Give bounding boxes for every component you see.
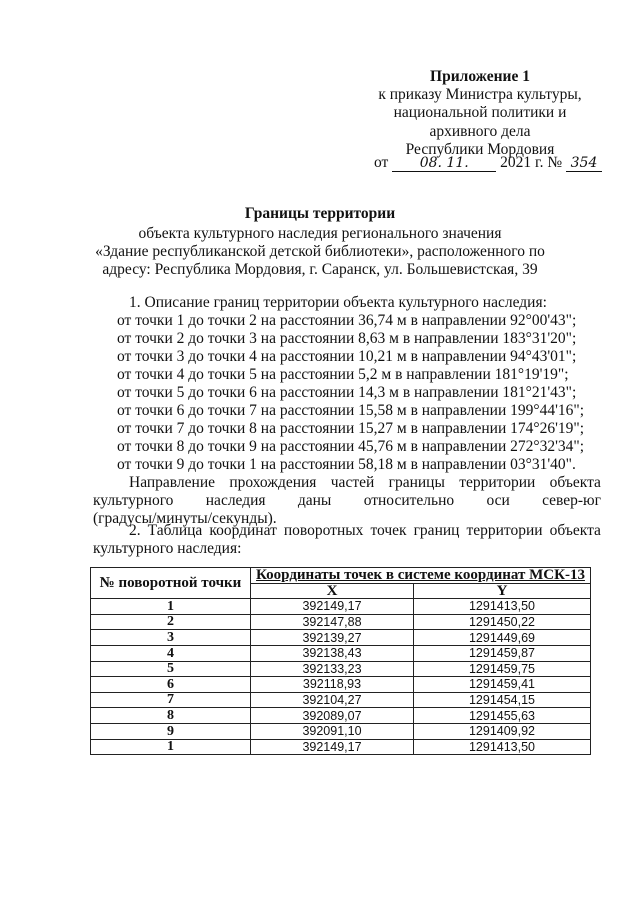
document-title: Границы территории — [244, 205, 396, 222]
point-number: 4 — [91, 645, 251, 661]
boundary-line: от точки 7 до точки 8 на расстоянии 15,27 м в направлении 174°26'19"; — [117, 420, 585, 437]
boundary-line: от точки 6 до точки 7 на расстоянии 15,58 м в направлении 199°44'16"; — [117, 402, 585, 419]
header-y: Y — [414, 583, 591, 599]
coord-y: 1291459,87 — [414, 645, 591, 661]
coord-x: 392104,27 — [251, 692, 414, 708]
coord-y: 1291413,50 — [414, 599, 591, 615]
coord-x: 392139,27 — [251, 630, 414, 646]
word: даны — [297, 492, 332, 509]
point-number: 6 — [91, 677, 251, 693]
point-number: 9 — [91, 723, 251, 739]
word: границы — [388, 474, 445, 491]
direction-line: (градусы/минуты/секунды). — [93, 510, 277, 527]
point-number: 1 — [91, 739, 251, 755]
header-x: X — [251, 583, 414, 599]
boundary-line: от точки 2 до точки 3 на расстоянии 8,63 м в направлении 183°31'20"; — [117, 330, 577, 347]
heading-line: объекта культурного наследия регионального значения — [138, 225, 502, 242]
table-row — [91, 677, 591, 693]
header-point-number: № поворотной точки — [91, 568, 251, 599]
order-date-line — [374, 154, 602, 172]
word: точек — [370, 522, 407, 539]
word: Направление — [129, 474, 215, 491]
coordinates-table — [90, 567, 591, 755]
coord-y: 1291449,69 — [414, 630, 591, 646]
word: объекта — [549, 522, 601, 539]
coord-x: 392091,10 — [251, 723, 414, 739]
table-row — [91, 614, 591, 630]
word: объекта — [549, 474, 601, 491]
word: территории — [466, 522, 543, 539]
word: территории — [459, 474, 536, 491]
section1-title: 1. Описание границ территории объекта культурного наследия: — [129, 294, 547, 311]
word: относительно — [363, 492, 455, 509]
coord-x: 392089,07 — [251, 708, 414, 724]
boundary-line: от точки 3 до точки 4 на расстоянии 10,21 м в направлении 94°43'01"; — [117, 348, 577, 365]
word: частей — [330, 474, 375, 491]
heading-line: «Здание республиканской детской библиотеки», расположенного по — [95, 243, 545, 260]
table-row — [91, 739, 591, 755]
coord-x: 392149,17 — [251, 739, 414, 755]
direction-line — [129, 474, 601, 492]
boundary-line: от точки 1 до точки 2 на расстоянии 36,74 м в направлении 92°00'43"; — [117, 312, 577, 329]
table-row — [91, 630, 591, 646]
coord-x: 392147,88 — [251, 614, 414, 630]
boundary-line: от точки 5 до точки 6 на расстоянии 14,3 м в направлении 181°21'43"; — [117, 384, 577, 401]
appendix-line: к приказу Министра культуры, — [378, 86, 582, 104]
appendix-line: архивного дела — [429, 122, 531, 140]
table-row — [91, 645, 591, 661]
table-row — [91, 661, 591, 677]
point-number: 7 — [91, 692, 251, 708]
boundary-line: от точки 8 до точки 9 на расстоянии 45,76 м в направлении 272°32'34"; — [117, 438, 585, 455]
coord-x: 392118,93 — [251, 677, 414, 693]
word: координат — [209, 522, 277, 539]
handwritten-date: 08. 11. — [392, 155, 496, 172]
word: 2. — [129, 522, 141, 539]
boundary-line: от точки 4 до точки 5 на расстоянии 5,2 м в направлении 181°19'19"; — [117, 366, 569, 383]
table-row — [91, 692, 591, 708]
table-row — [91, 723, 591, 739]
coord-x: 392149,17 — [251, 599, 414, 615]
word: оси — [486, 492, 510, 509]
point-number: 8 — [91, 708, 251, 724]
word: границ — [413, 522, 460, 539]
coord-y: 1291413,50 — [414, 739, 591, 755]
handwritten-order-number: 354 — [566, 155, 602, 172]
coord-y: 1291409,92 — [414, 723, 591, 739]
word: прохождения — [229, 474, 317, 491]
word: наследия — [205, 492, 266, 509]
coord-x: 392138,43 — [251, 645, 414, 661]
appendix-line: Республики Мордовия — [405, 140, 555, 158]
coord-y: 1291459,41 — [414, 677, 591, 693]
table-row — [91, 599, 591, 615]
word: Таблица — [147, 522, 203, 539]
point-number: 3 — [91, 630, 251, 646]
appendix-block — [365, 68, 595, 159]
heading-line: адресу: Республика Мордовия, г. Саранск, ул. Большевистская, 39 — [102, 261, 538, 278]
appendix-title: Приложение 1 — [430, 68, 530, 85]
word: культурного — [93, 492, 174, 509]
table-row — [91, 708, 591, 724]
direction-line — [93, 492, 601, 510]
point-number: 1 — [91, 599, 251, 615]
coord-y: 1291454,15 — [414, 692, 591, 708]
coord-x: 392133,23 — [251, 661, 414, 677]
boundary-line: от точки 9 до точки 1 на расстоянии 58,18 м в направлении 03°31'40". — [117, 456, 576, 473]
table-header-row — [91, 568, 591, 584]
section2-title-cont: культурного наследия: — [93, 540, 242, 557]
word: поворотных — [283, 522, 364, 539]
coord-y: 1291455,63 — [414, 708, 591, 724]
section2-title — [129, 522, 601, 540]
point-number: 2 — [91, 614, 251, 630]
coord-y: 1291459,75 — [414, 661, 591, 677]
header-coordinates: Координаты точек в системе координат МСК-13 — [251, 568, 591, 584]
coord-y: 1291450,22 — [414, 614, 591, 630]
point-number: 5 — [91, 661, 251, 677]
word: север-юг — [542, 492, 601, 509]
year-text: 2021 г. № — [500, 154, 563, 171]
date-prefix: от — [374, 154, 389, 171]
appendix-line: национальной политики и — [393, 104, 567, 122]
